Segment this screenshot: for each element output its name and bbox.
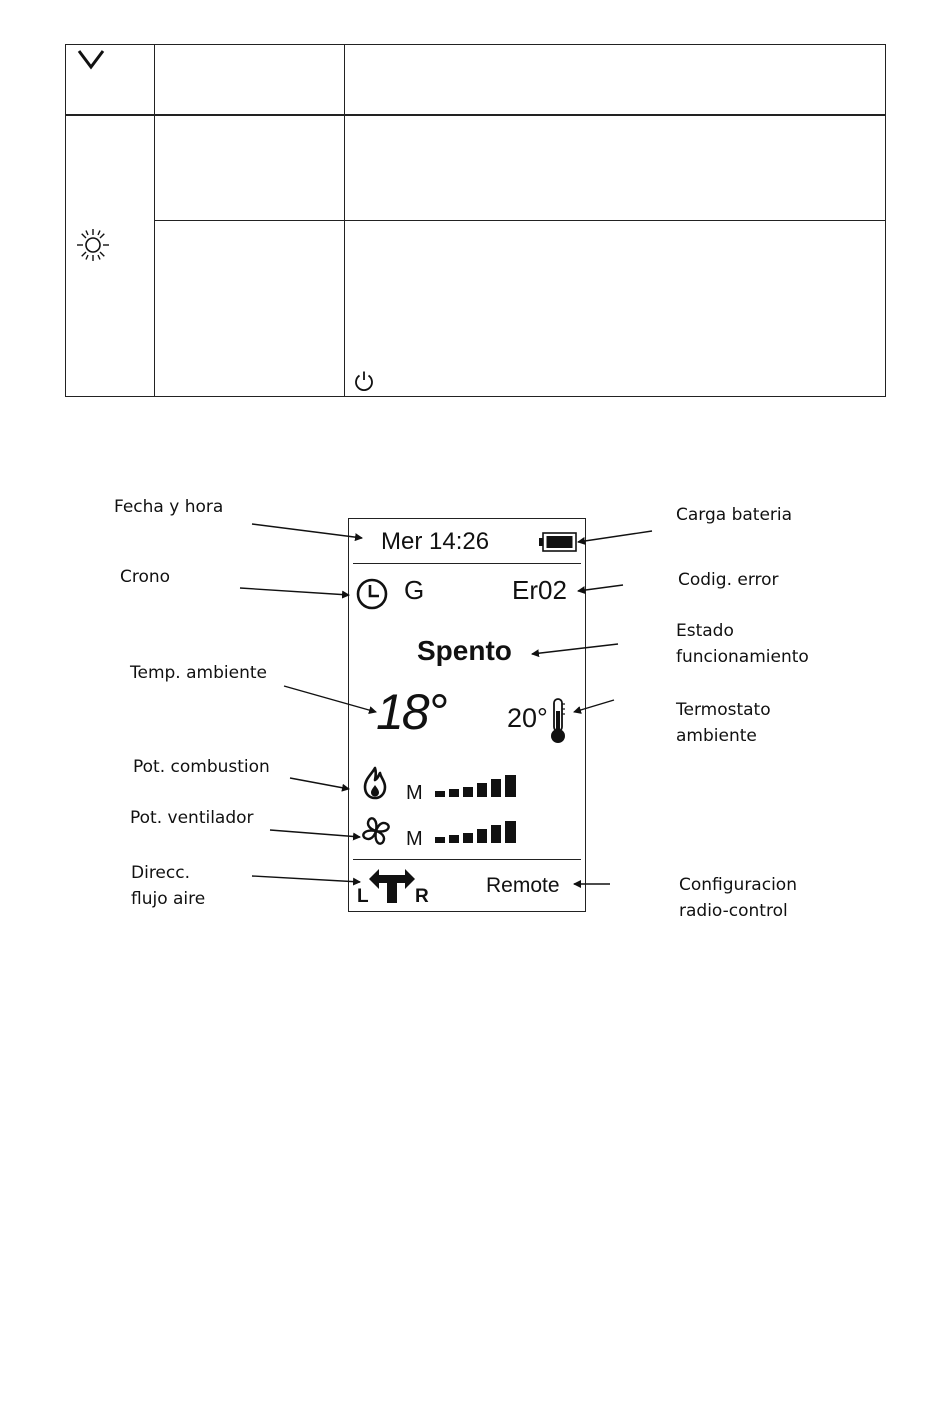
airflow-right-label: R: [415, 886, 429, 907]
callout-temp-ambiente: Temp. ambiente: [130, 663, 267, 683]
callout-direcc-line1: Direcc.: [131, 863, 190, 883]
callout-termostato-line2: ambiente: [676, 726, 757, 746]
status-text: Spento: [417, 635, 512, 666]
combustion-level: M: [406, 782, 423, 804]
callout-codig-error: Codig. error: [678, 570, 779, 590]
callout-estado-line1: Estado: [676, 621, 734, 641]
callout-direcc-line2: flujo aire: [131, 889, 206, 909]
callout-pot-combustion: Pot. combustion: [133, 757, 270, 777]
room-temperature: 18°: [376, 684, 446, 740]
callout-config-line2: radio-control: [679, 901, 788, 921]
callout-carga-bateria: Carga bateria: [676, 505, 793, 525]
config-mode: Remote: [486, 874, 560, 897]
error-code: Er02: [512, 575, 567, 605]
fan-level: M: [406, 828, 423, 850]
datetime-readout: Mer 14:26: [381, 528, 490, 555]
callout-estado-line2: funcionamiento: [676, 647, 809, 667]
callout-termostato-line1: Termostato: [676, 700, 771, 720]
crono-mode: G: [404, 575, 425, 605]
callout-config-line1: Configuracion: [679, 875, 797, 895]
thermostat-temperature: 20°: [507, 703, 548, 733]
callout-fecha-hora: Fecha y hora: [114, 497, 224, 517]
callout-pot-ventilador: Pot. ventilador: [130, 808, 254, 828]
callout-crono: Crono: [120, 567, 171, 587]
airflow-left-label: L: [357, 886, 369, 907]
